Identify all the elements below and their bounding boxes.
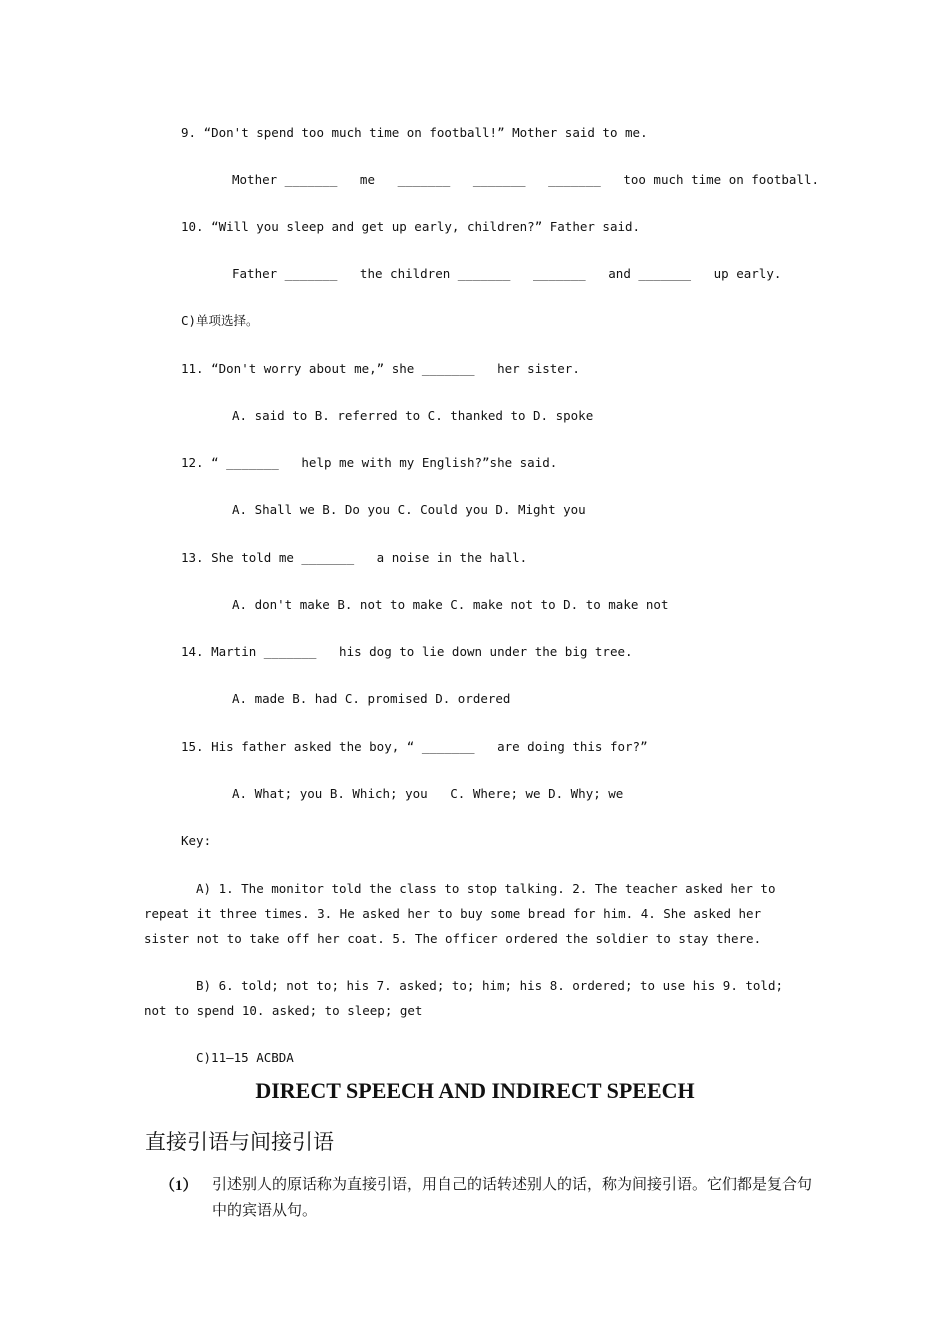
page-title: DIRECT SPEECH AND INDIRECT SPEECH xyxy=(255,1078,695,1103)
question-9: 9. “Don't spend too much time on football!” Mother said to me. xyxy=(181,125,648,140)
question-15: 15. His father asked the boy, “ _______ are doing this for?” xyxy=(181,739,648,754)
key-label: Key: xyxy=(181,833,212,848)
section-heading: 直接引语与间接引语 xyxy=(145,1130,334,1154)
question-13: 13. She told me _______ a noise in the hall. xyxy=(181,550,528,565)
question-10: 10. “Will you sleep and get up early, children?” Father said. xyxy=(181,219,641,234)
key-section-a-text: A) 1. The monitor told the class to stop talking. 2. The teacher asked her to repeat it three times. 3. He asked her to buy some bread for him. 4. She asked her sister not to take off her coat. 5. The officer ordered the soldier to stay there. xyxy=(144,881,776,946)
question-14-options: A. made B. had C. promised D. ordered xyxy=(232,691,511,706)
list-item-text: 引述别人的原话称为直接引语，用自己的话转述别人的话，称为间接引语。它们都是复合句中的宾语从句。 xyxy=(212,1175,813,1219)
question-11-options: A. said to B. referred to C. thanked to D. spoke xyxy=(232,408,594,423)
question-11: 11. “Don't worry about me,” she _______ her sister. xyxy=(181,361,580,376)
question-12: 12. “ _______ help me with my English?”she said. xyxy=(181,455,558,470)
key-section-b-text: B) 6. told; not to; his 7. asked; to; him; his 8. ordered; to use his 9. told; not to spend 10. asked; to sleep; get xyxy=(144,978,783,1018)
key-section-c: C)11—15 ACBDA xyxy=(196,1050,294,1065)
key-section-b xyxy=(144,973,812,1023)
question-15-options: A. What; you B. Which; you C. Where; we D. Why; we xyxy=(232,786,624,801)
key-section-a xyxy=(144,876,812,951)
question-13-options: A. don't make B. not to make C. make not to D. to make not xyxy=(232,597,669,612)
question-12-options: A. Shall we B. Do you C. Could you D. Might you xyxy=(232,502,586,517)
question-9-answer-line: Mother _______ me _______ _______ _______ too much time on football. xyxy=(232,172,819,187)
question-10-answer-line: Father _______ the children _______ _______ and _______ up early. xyxy=(232,266,782,281)
section-c-heading: C)单项选择。 xyxy=(181,313,259,328)
question-14: 14. Martin _______ his dog to lie down under the big tree. xyxy=(181,644,633,659)
list-item-number: （1） xyxy=(160,1178,198,1194)
